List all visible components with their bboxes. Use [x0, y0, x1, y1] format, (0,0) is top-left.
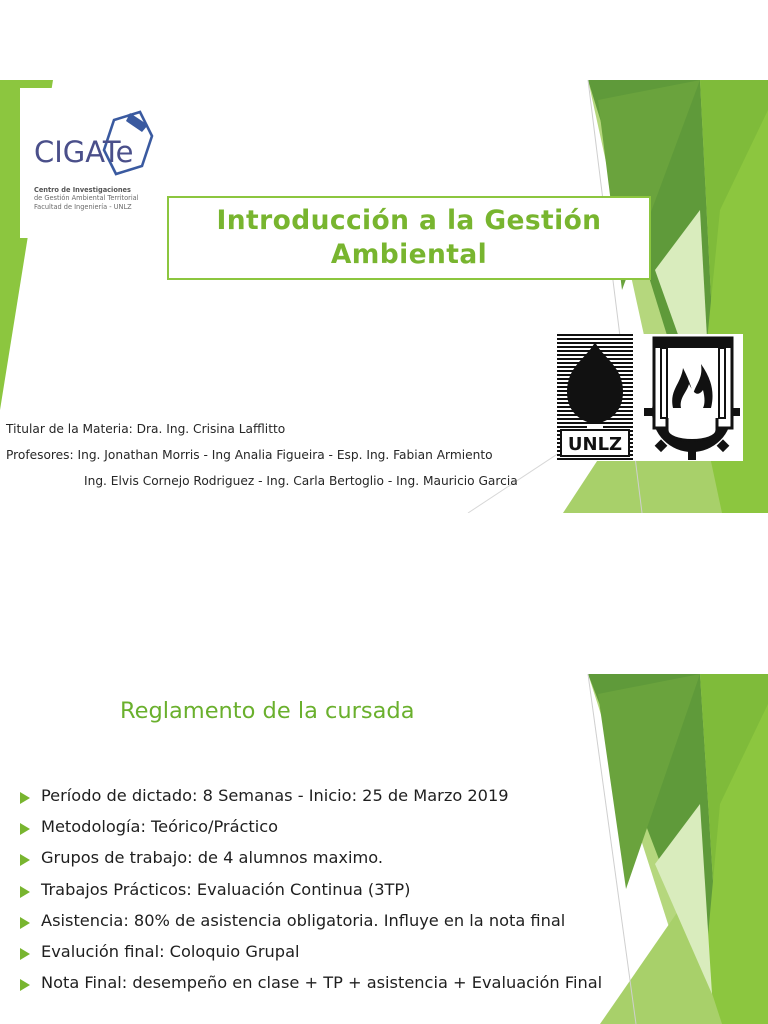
list-item [20, 942, 602, 973]
list-item [20, 880, 602, 911]
course-title [217, 204, 602, 272]
cigate-caption-line-1: Centro de Investigaciones [34, 186, 131, 194]
course-title-box [167, 196, 651, 280]
rules-slide [0, 674, 768, 1024]
rules-title: Reglamento de la cursada [120, 698, 415, 724]
list-item [20, 973, 602, 1004]
list-item [20, 911, 602, 942]
rule-text: Grupos de trabajo: de 4 alumnos maximo. [41, 848, 384, 868]
cigate-caption-line-2: de Gestión Ambiental Territorial [34, 194, 139, 203]
title-slide [0, 80, 768, 513]
cigate-hexagon-icon [32, 110, 162, 180]
bullet-arrow-icon [20, 854, 30, 866]
cigate-logo [20, 88, 168, 238]
rule-text: Evalución final: Coloquio Grupal [41, 941, 300, 961]
profesores-text-2: Ing. Elvis Cornejo Rodriguez - Ing. Carla Bertoglio - Ing. Mauricio Garcia [84, 474, 518, 488]
rule-text: Metodología: Teórico/Práctico [41, 817, 279, 837]
cigate-brand-text: CIGATe [34, 135, 134, 169]
unlz-logo-text: UNLZ [567, 434, 623, 455]
cigate-caption-line-3: Facultad de Ingeniería - UNLZ [34, 202, 132, 211]
bullet-arrow-icon [20, 979, 30, 991]
list-item [20, 786, 602, 817]
unlz-emblem-icon [557, 334, 743, 461]
rule-text: Trabajos Prácticos: Evaluación Continua (3TP) [41, 879, 411, 899]
rule-text: Período de dictado: 8 Semanas - Inicio: 25 de Marzo 2019 [41, 786, 509, 805]
profesores-text-1: Profesores: Ing. Jonathan Morris - Ing Analia Figueira - Esp. Ing. Fabian Armiento [6, 448, 493, 462]
bullet-arrow-icon [20, 917, 30, 929]
rule-text: Asistencia: 80% de asistencia obligatoria. Influye en la nota final [41, 910, 566, 930]
course-title-line-2: Ambiental [330, 239, 488, 270]
list-item [20, 848, 602, 879]
rules-list [20, 786, 602, 1004]
bullet-arrow-icon [20, 823, 30, 835]
unlz-logos [557, 334, 743, 461]
bullet-arrow-icon [20, 792, 30, 804]
rule-text: Nota Final: desempeño en clase + TP + asistencia + Evaluación Final [41, 973, 603, 993]
bullet-arrow-icon [20, 886, 30, 898]
bullet-arrow-icon [20, 948, 30, 960]
list-item [20, 817, 602, 848]
course-title-line-1: Introducción a la Gestión [216, 205, 602, 236]
titular-text: Titular de la Materia: Dra. Ing. Crisina Lafflitto [6, 422, 286, 436]
